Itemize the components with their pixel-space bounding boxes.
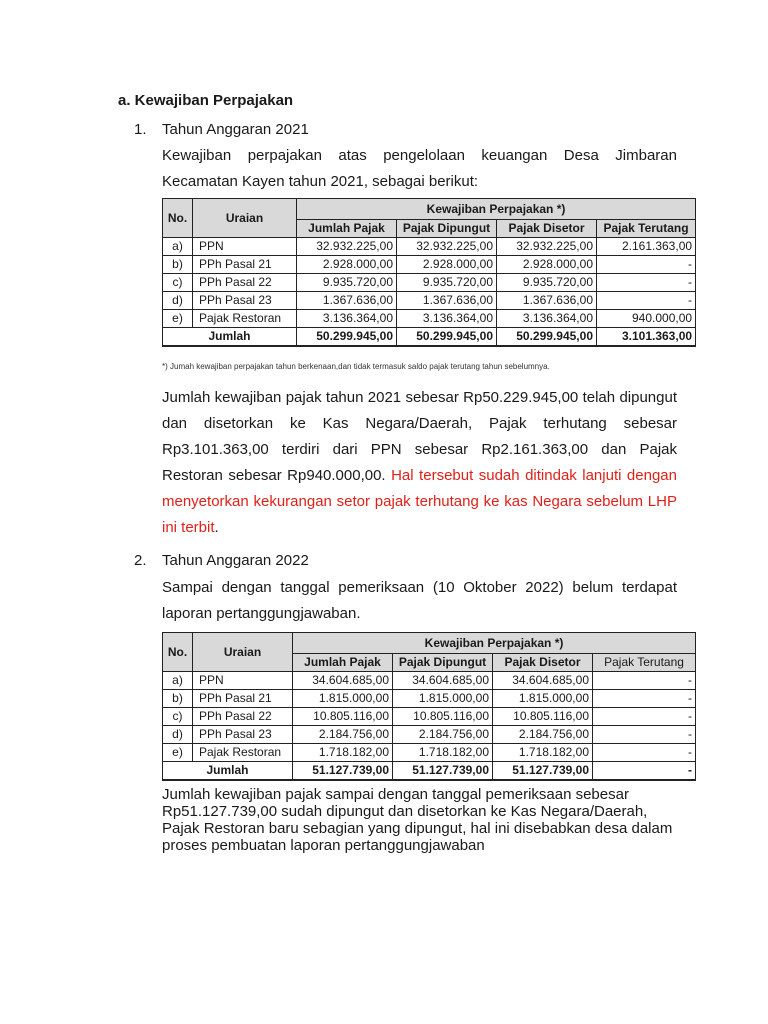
section2-intro-line: laporan pertanggungjawaban. (162, 605, 361, 622)
cell-value: 3.136.364,00 (297, 310, 397, 328)
col-header: Jumlah Pajak (293, 654, 393, 672)
cell-value: 34.604.685,00 (393, 672, 493, 690)
row-no: a) (163, 672, 193, 690)
col-header: Pajak Disetor (497, 220, 597, 238)
total-row (163, 762, 696, 781)
section2-summary (162, 786, 692, 854)
followup-text: Hal tersebut sudah ditindak lanjuti dengan (391, 467, 677, 484)
total-row (163, 328, 696, 347)
row-uraian: PPN (193, 238, 297, 256)
followup-text: ini terbit (162, 519, 215, 536)
total-value: 50.299.945,00 (497, 328, 597, 347)
summary-line: Jumlah kewajiban pajak sampai dengan tanggal pemeriksaan sebesar (162, 786, 629, 803)
summary-text: Restoran sebesar Rp940.000,00. (162, 467, 392, 484)
cell-value: 10.805.116,00 (493, 708, 593, 726)
cell-value: - (597, 256, 696, 274)
row-uraian: PPh Pasal 23 (193, 292, 297, 310)
total-value: - (593, 762, 696, 781)
cell-value: - (597, 292, 696, 310)
cell-value: 2.161.363,00 (597, 238, 696, 256)
summary-line (162, 463, 677, 489)
cell-value: 2.928.000,00 (497, 256, 597, 274)
summary-line: dan disetorkan ke Kas Negara/Daerah, Pajak terhutang sebesar (162, 415, 677, 432)
group-header: Kewajiban Perpajakan *) (297, 199, 696, 220)
row-uraian: Pajak Restoran (193, 744, 293, 762)
col-header-uraian: Uraian (193, 199, 297, 238)
cell-value: 32.932.225,00 (297, 238, 397, 256)
table-row (163, 310, 696, 328)
section1-intro (162, 143, 677, 195)
cell-value: 1.718.182,00 (493, 744, 593, 762)
cell-value: 1.718.182,00 (393, 744, 493, 762)
total-value: 50.299.945,00 (297, 328, 397, 347)
followup-text: menyetorkan kekurangan setor pajak terhutang ke kas Negara sebelum LHP (162, 493, 677, 510)
cell-value: 2.928.000,00 (397, 256, 497, 274)
row-no: b) (163, 256, 193, 274)
cell-value: 1.367.636,00 (397, 292, 497, 310)
section-heading: a. Kewajiban Perpajakan (118, 92, 294, 109)
cell-value: 34.604.685,00 (293, 672, 393, 690)
row-no: d) (163, 292, 193, 310)
cell-value: 1.367.636,00 (497, 292, 597, 310)
row-uraian: PPh Pasal 21 (193, 256, 297, 274)
table-row (163, 726, 696, 744)
row-no: a) (163, 238, 193, 256)
summary-text: . (214, 519, 219, 536)
cell-value: 9.935.720,00 (297, 274, 397, 292)
cell-value: 2.184.756,00 (293, 726, 393, 744)
table-row (163, 238, 696, 256)
cell-value: - (593, 672, 696, 690)
cell-value: 10.805.116,00 (393, 708, 493, 726)
table-row (163, 274, 696, 292)
cell-value: 10.805.116,00 (293, 708, 393, 726)
summary-line: proses pembuatan laporan pertanggungjawaban (162, 837, 485, 854)
total-value: 3.101.363,00 (597, 328, 696, 347)
cell-value: 3.136.364,00 (397, 310, 497, 328)
table-row (163, 708, 696, 726)
cell-value: 1.815.000,00 (493, 690, 593, 708)
table-row (163, 744, 696, 762)
row-no: d) (163, 726, 193, 744)
section2-number: 2. (134, 552, 147, 569)
cell-value: 9.935.720,00 (497, 274, 597, 292)
cell-value: 1.815.000,00 (393, 690, 493, 708)
row-no: e) (163, 310, 193, 328)
total-value: 51.127.739,00 (493, 762, 593, 781)
table-row (163, 292, 696, 310)
section2-intro (162, 575, 677, 627)
group-header: Kewajiban Perpajakan *) (293, 633, 696, 654)
cell-value: 32.932.225,00 (497, 238, 597, 256)
summary-line: Jumlah kewajiban pajak tahun 2021 sebesar Rp50.229.945,00 telah dipungut (162, 389, 677, 406)
col-header-no: No. (163, 199, 193, 238)
row-uraian: PPN (193, 672, 293, 690)
col-header: Pajak Dipungut (393, 654, 493, 672)
cell-value: 1.367.636,00 (297, 292, 397, 310)
row-uraian: PPh Pasal 21 (193, 690, 293, 708)
col-header: Jumlah Pajak (297, 220, 397, 238)
row-uraian: Pajak Restoran (193, 310, 297, 328)
total-label: Jumlah (163, 328, 297, 347)
section1-summary (162, 385, 677, 541)
row-no: e) (163, 744, 193, 762)
cell-value: 1.815.000,00 (293, 690, 393, 708)
tax-table-2021 (162, 198, 696, 347)
cell-value: 2.928.000,00 (297, 256, 397, 274)
col-header-uraian: Uraian (193, 633, 293, 672)
summary-line: Pajak Restoran baru sebagian yang dipungut, hal ini disebabkan desa dalam (162, 820, 673, 837)
row-no: c) (163, 708, 193, 726)
total-value: 51.127.739,00 (293, 762, 393, 781)
cell-value: 32.932.225,00 (397, 238, 497, 256)
cell-value: 9.935.720,00 (397, 274, 497, 292)
col-header: Pajak Dipungut (397, 220, 497, 238)
table-row (163, 256, 696, 274)
cell-value: 1.718.182,00 (293, 744, 393, 762)
section1-number: 1. (134, 121, 147, 138)
summary-line (162, 515, 677, 541)
cell-value: 940.000,00 (597, 310, 696, 328)
cell-value: - (593, 744, 696, 762)
col-header: Pajak Terutang (597, 220, 696, 238)
cell-value: 3.136.364,00 (497, 310, 597, 328)
table-row (163, 672, 696, 690)
total-label: Jumlah (163, 762, 293, 781)
section2-title: Tahun Anggaran 2022 (162, 552, 309, 569)
summary-line: Rp3.101.363,00 terdiri dari PPN sebesar Rp2.161.363,00 dan Pajak (162, 441, 677, 458)
row-no: b) (163, 690, 193, 708)
total-value: 51.127.739,00 (393, 762, 493, 781)
row-no: c) (163, 274, 193, 292)
row-uraian: PPh Pasal 22 (193, 708, 293, 726)
cell-value: - (593, 690, 696, 708)
cell-value: - (593, 708, 696, 726)
cell-value: - (597, 274, 696, 292)
table-footnote: *) Jumah kewajiban perpajakan tahun berkenaan,dan tidak termasuk saldo pajak terutang tahun sebelumnya. (162, 362, 550, 371)
table-row (163, 690, 696, 708)
cell-value: 2.184.756,00 (393, 726, 493, 744)
section1-intro-line: Kecamatan Kayen tahun 2021, sebagai berikut: (162, 173, 479, 190)
total-value: 50.299.945,00 (397, 328, 497, 347)
col-header: Pajak Disetor (493, 654, 593, 672)
row-uraian: PPh Pasal 22 (193, 274, 297, 292)
section1-intro-line: Kewajiban perpajakan atas pengelolaan keuangan Desa Jimbaran (162, 147, 677, 164)
cell-value: - (593, 726, 696, 744)
cell-value: 34.604.685,00 (493, 672, 593, 690)
summary-line: Rp51.127.739,00 sudah dipungut dan disetorkan ke Kas Negara/Daerah, (162, 803, 648, 820)
col-header: Pajak Terutang (593, 654, 696, 672)
section1-title: Tahun Anggaran 2021 (162, 121, 309, 138)
row-uraian: PPh Pasal 23 (193, 726, 293, 744)
section2-intro-line: Sampai dengan tanggal pemeriksaan (10 Oktober 2022) belum terdapat (162, 579, 677, 596)
tax-table-2022 (162, 632, 696, 781)
cell-value: 2.184.756,00 (493, 726, 593, 744)
col-header-no: No. (163, 633, 193, 672)
